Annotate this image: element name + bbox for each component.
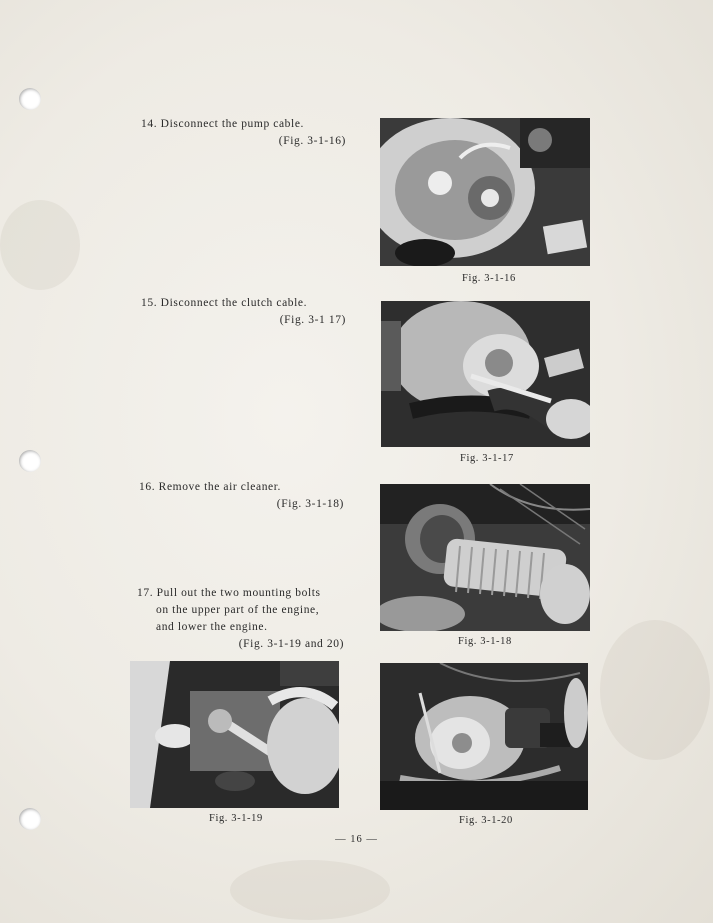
step-text: on the upper part of the engine, bbox=[156, 604, 320, 616]
step-15 bbox=[141, 295, 346, 331]
figure-caption: Fig. 3-1-18 bbox=[458, 636, 512, 647]
paper-stain bbox=[600, 620, 710, 760]
step-number: 14. bbox=[141, 118, 158, 130]
step-text: Pull out the two mounting bolts bbox=[156, 587, 321, 599]
figure-caption: Fig. 3-1-16 bbox=[462, 273, 516, 284]
step-number: 15. bbox=[141, 297, 158, 309]
paper-stain bbox=[230, 860, 390, 920]
figure-reference: (Fig. 3-1-19 and 20) bbox=[238, 638, 344, 650]
page-number: — 16 — bbox=[335, 834, 378, 845]
figure-reference: (Fig. 3-1 17) bbox=[279, 314, 346, 326]
figure-caption: Fig. 3-1-19 bbox=[209, 813, 263, 824]
step-17 bbox=[137, 585, 344, 655]
binder-hole bbox=[19, 808, 41, 830]
photo-fig-3-1-19 bbox=[130, 661, 339, 808]
photo-fig-3-1-17 bbox=[381, 301, 590, 447]
binder-hole bbox=[19, 450, 41, 472]
paper-stain bbox=[0, 200, 80, 290]
binder-hole bbox=[19, 88, 41, 110]
step-16 bbox=[139, 479, 344, 515]
step-text: and lower the engine. bbox=[156, 621, 268, 633]
figure-caption: Fig. 3-1-17 bbox=[460, 453, 514, 464]
step-text: Disconnect the pump cable. bbox=[160, 118, 305, 130]
figure-reference: (Fig. 3-1-18) bbox=[276, 498, 344, 510]
figure-reference: (Fig. 3-1-16) bbox=[278, 135, 346, 147]
step-text: Remove the air cleaner. bbox=[158, 481, 282, 493]
photo-fig-3-1-20 bbox=[380, 663, 588, 810]
step-number: 16. bbox=[139, 481, 156, 493]
figure-caption: Fig. 3-1-20 bbox=[459, 815, 513, 826]
photo-fig-3-1-16 bbox=[380, 118, 590, 266]
photo-fig-3-1-18 bbox=[380, 484, 590, 631]
step-number: 17. bbox=[137, 587, 154, 599]
step-text: Disconnect the clutch cable. bbox=[160, 297, 308, 309]
step-14 bbox=[141, 116, 346, 152]
